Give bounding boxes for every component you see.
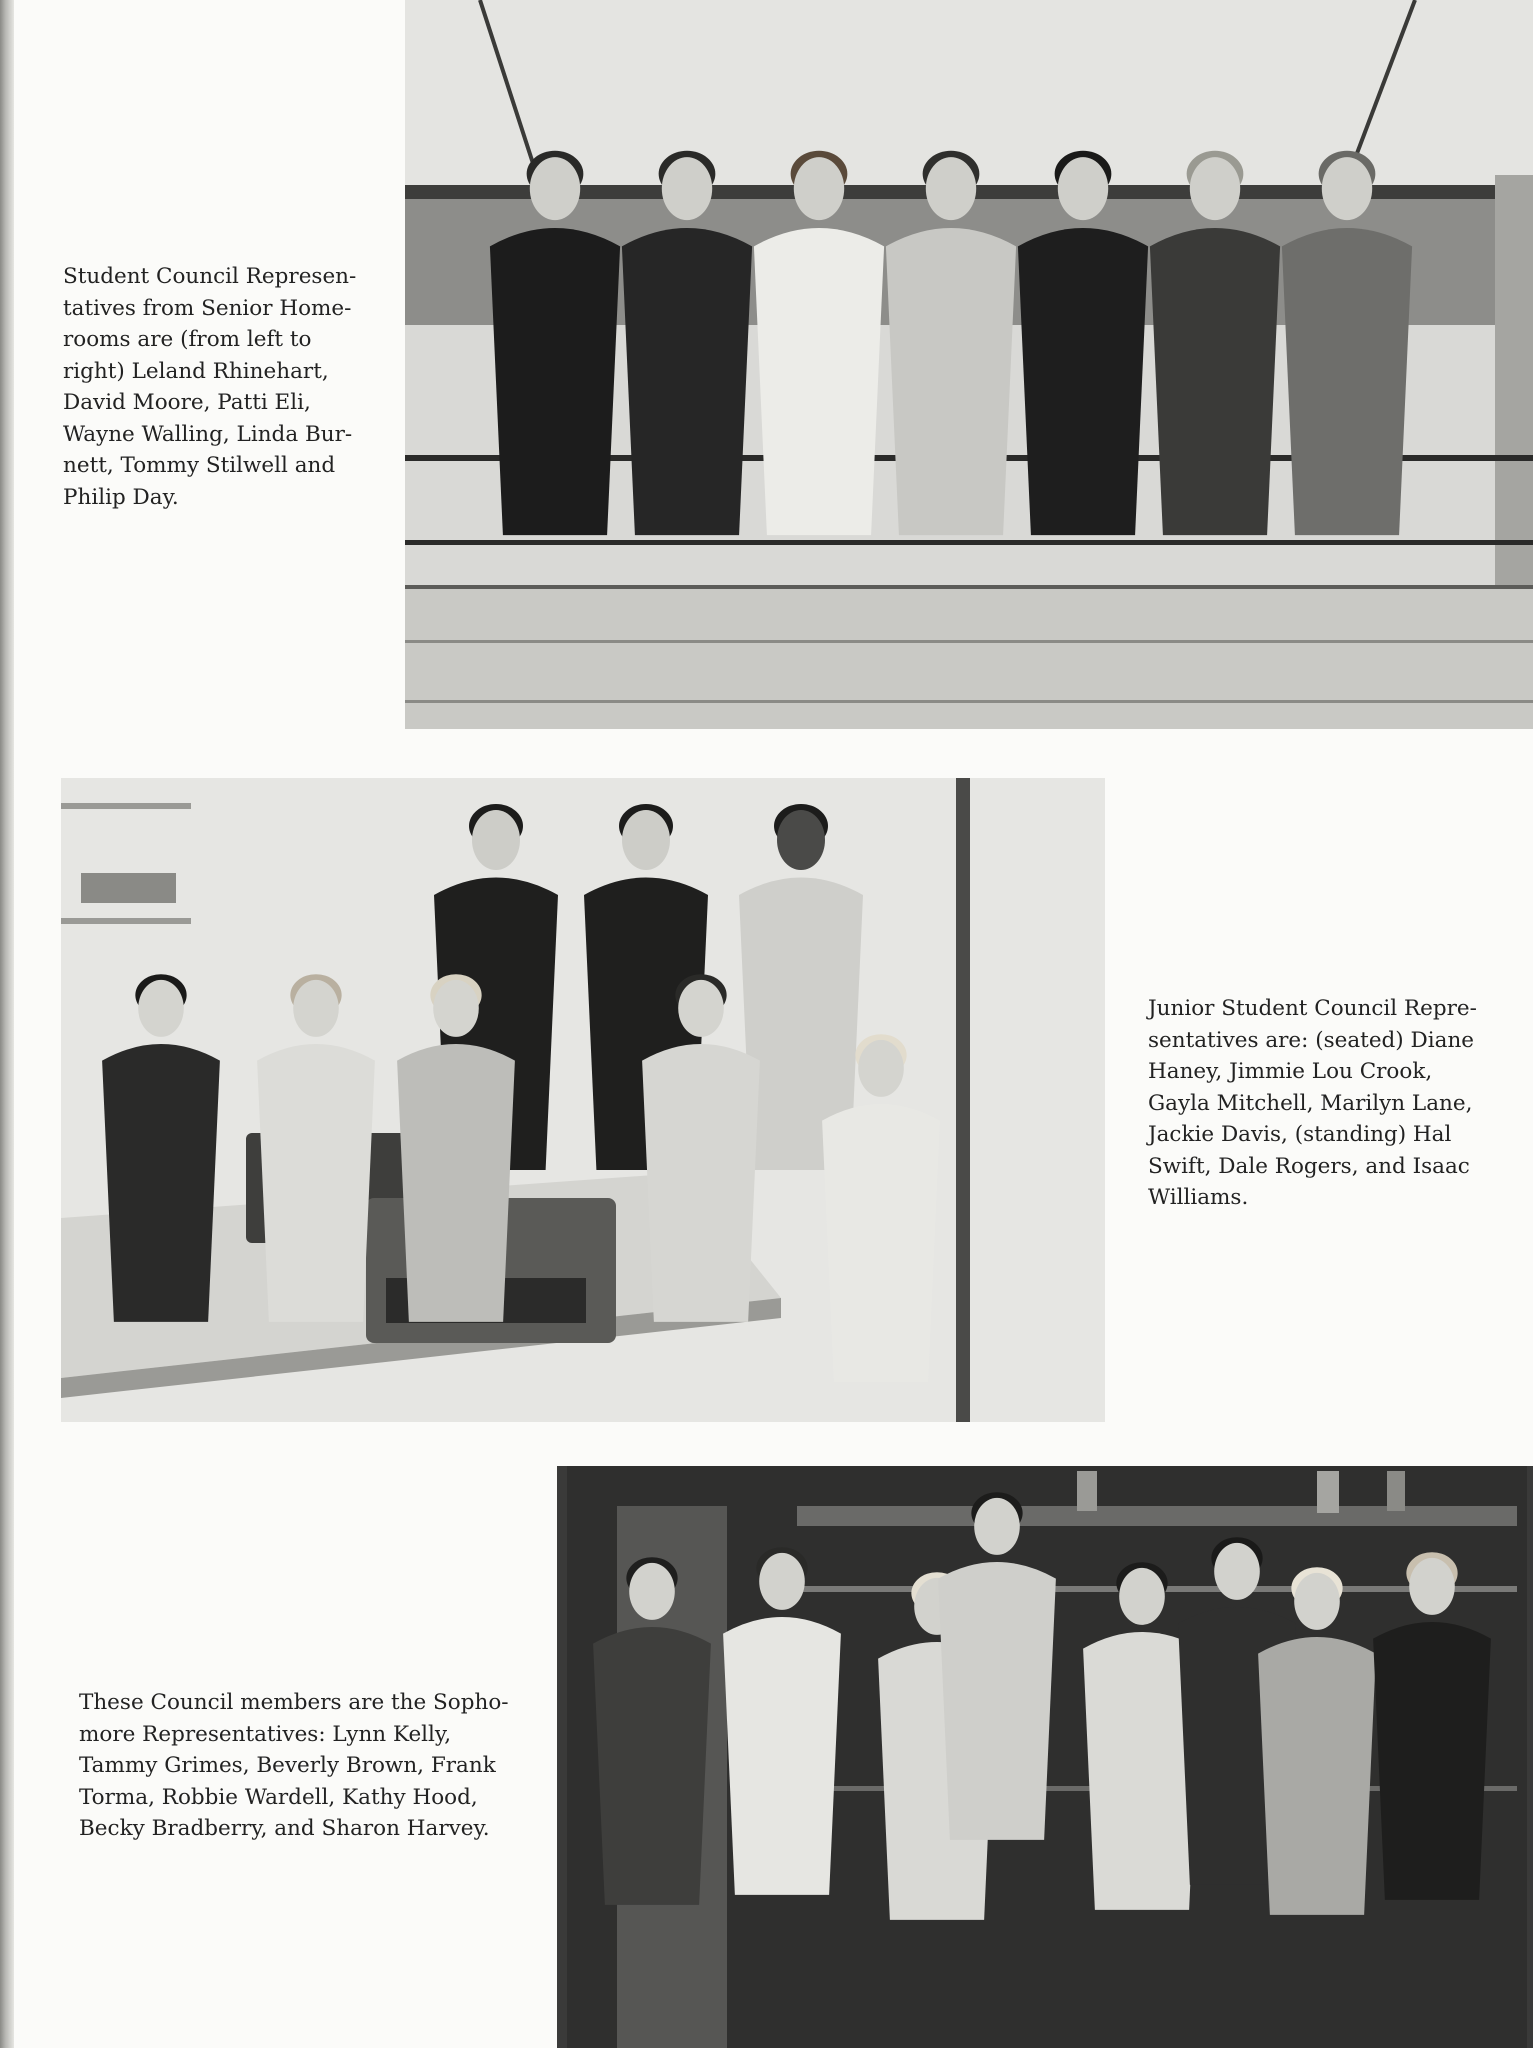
senior-representatives-photo <box>405 0 1533 729</box>
senior-representatives-caption: Student Council Represen- tatives from Senior Home- rooms are (from left to right) Leland Rhinehart, David Moore, Patti Eli, Wayne Walling, Linda Bur- nett, Tommy Stilwell and Philip Day. <box>63 264 357 510</box>
junior-representatives-photo <box>61 778 1105 1422</box>
sophomore-representatives-photo <box>557 1466 1533 2048</box>
junior-photo-illustration <box>61 778 1105 1422</box>
sophomore-photo-illustration <box>557 1466 1533 2048</box>
senior-photo-illustration <box>405 0 1533 729</box>
binding-edge <box>0 0 14 2048</box>
junior-representatives-caption: Junior Student Council Repre- sentatives are: (seated) Diane Haney, Jimmie Lou Crook, Gayla Mitchell, Marilyn Lane, Jackie Davis, (standing) Hal Swift, Dale Rogers, and Isaac Williams. <box>1148 996 1477 1210</box>
sophomore-representatives-caption: These Council members are the Sopho- more Representatives: Lynn Kelly, Tammy Grimes, Beverly Brown, Frank Torma, Robbie Wardell, Kathy Hood, Becky Bradberry, and Sharon Harvey. <box>79 1690 509 1841</box>
